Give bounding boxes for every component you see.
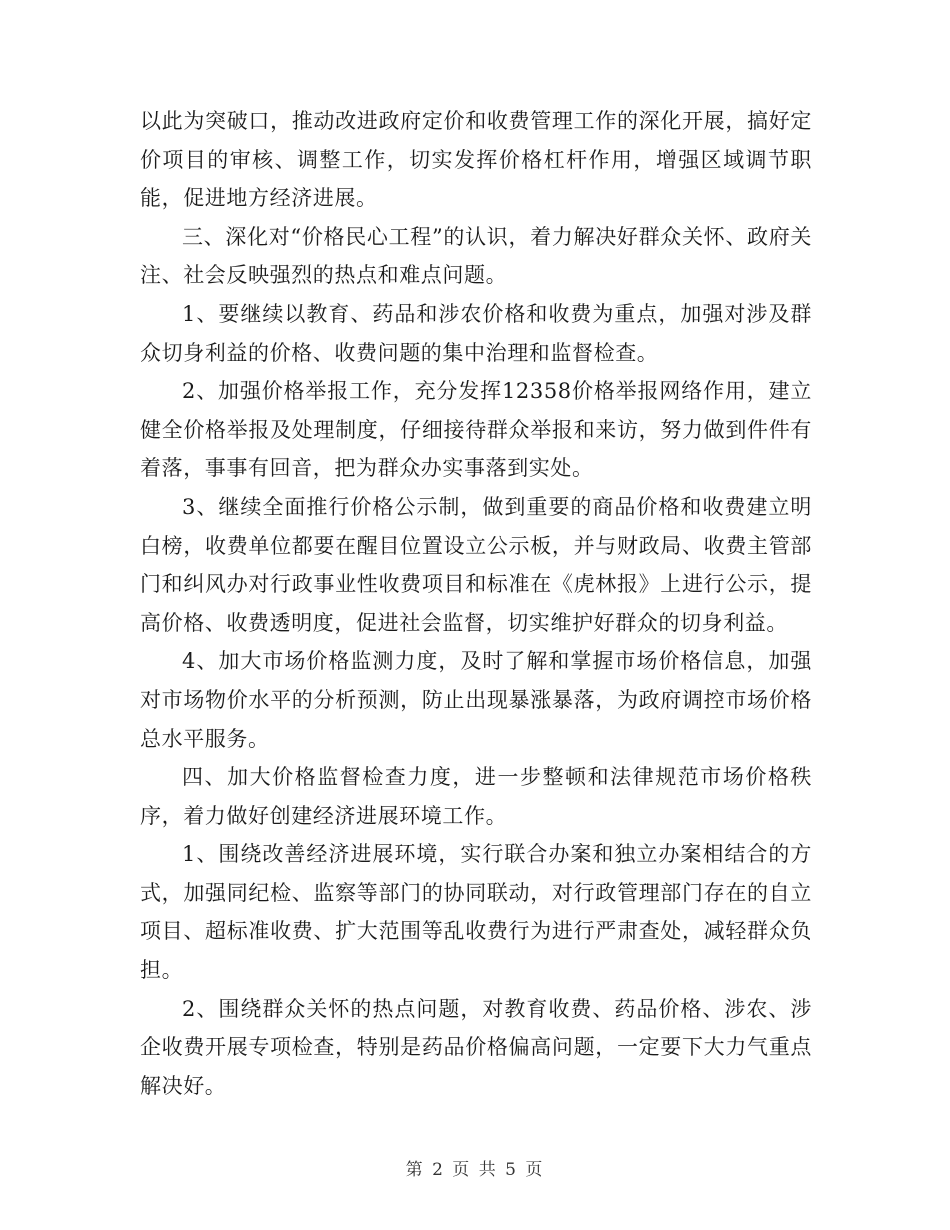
paragraph-item-3-2: 2、加强价格举报工作，充分发挥12358价格举报网络作用，建立健全价格举报及处理制度，仔细接待群众举报和来访，努力做到件件有着落，事事有回音，把为群众办实事落到实处。 [140,379,812,481]
paragraph-item-3-4: 4、加大市场价格监测力度，及时了解和掌握市场价格信息，加强对市场物价水平的分析预测，防止出现暴涨暴落，为政府调控市场价格总水平服务。 [140,649,812,751]
document-body [140,102,812,1105]
paragraph-item-3-1: 1、要继续以教育、药品和涉农价格和收费为重点，加强对涉及群众切身利益的价格、收费问题的集中治理和监督检查。 [140,301,812,365]
paragraph-item-3-3: 3、继续全面推行价格公示制，做到重要的商品价格和收费建立明白榜，收费单位都要在醒目位置设立公示板，并与财政局、收费主管部门和纠风办对行政事业性收费项目和标准在《虎林报》上进行公示，提高价格、收费透明度，促进社会监督，切实维护好群众的切身利益。 [140,494,812,635]
paragraph-item-4-1: 1、围绕改善经济进展环境，实行联合办案和独立办案相结合的方式，加强同纪检、监察等部门的协同联动，对行政管理部门存在的自立项目、超标准收费、扩大范围等乱收费行为进行严肃查处，减轻群众负担。 [140,842,812,983]
paragraph-continuation: 以此为突破口，推动改进政府定价和收费管理工作的深化开展，搞好定价项目的审核、调整工作，切实发挥价格杠杆作用，增强区域调节职能，促进地方经济进展。 [140,109,812,211]
paragraph-section-4-heading: 四、加大价格监督检查力度，进一步整顿和法律规范市场价格秩序，着力做好创建经济进展环境工作。 [140,765,812,828]
page-footer: 第 2 页 共 5 页 [405,1160,545,1180]
paragraph-item-4-2: 2、围绕群众关怀的热点问题，对教育收费、药品价格、涉农、涉企收费开展专项检查，特别是药品价格偏高问题，一定要下大力气重点解决好。 [140,996,812,1098]
paragraph-section-3-heading: 三、深化对“价格民心工程”的认识，着力解决好群众关怀、政府关注、社会反映强烈的热点和难点问题。 [140,224,812,288]
